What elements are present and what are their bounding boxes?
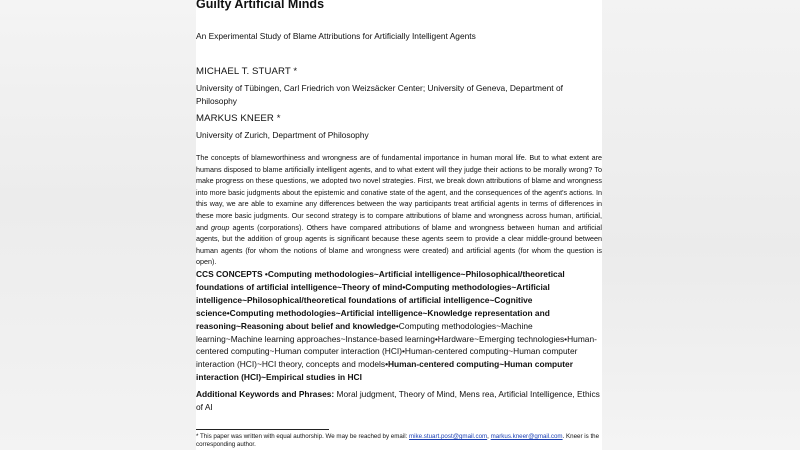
email-link-stuart[interactable]: mike.stuart.post@gmail.com (409, 433, 488, 440)
footnote-text-1: * This paper was written with equal authorship. We may be reached by email: (196, 433, 410, 440)
ccs-concepts-plain: •Computing methodologies~Machine learning~Machine learning approaches~Instance-based learning•Hardware~Emerging technologies•Human-centered computing~Human computer interaction (HCI)•Human-centered computing~Human computer interaction (HCI)~HCI theory, concepts and models (196, 320, 597, 370)
ccs-concept-2: •Computing methodologies~Artificial intelligence~Philosophical/theoretical foundations of artificial intelligence~Cognitive science (196, 281, 550, 318)
author-name-1: MICHAEL T. STUART * (196, 66, 298, 77)
abstract-text-part2: agents (corporations). Others have compared attributions of blame and wrongness between human and artificial agents, but the addition of group agents is significant because these agents seem to provide a clear middle-ground between human agents (for whom the notions of blame and wrongness were created) and artificial agents (for whom the question is open). (196, 222, 602, 267)
footnote-separator: , (487, 433, 491, 440)
author-name-2: MARKUS KNEER * (196, 113, 281, 124)
abstract-text-part1: The concepts of blameworthiness and wrongness are of fundamental importance in human moral life. But to what extent are humans disposed to blame artificially intelligent agents, and to what extent will they judge their actions to be morally wrong? To make progress on these questions, we adopted two novel strategies. First, we break down attributions of blame and wrongness into more basic judgments about the epistemic and conative state of the agent, and the consequences of the agent's actions. In this way, we are able to examine any differences between the way participants treat artificial agents in terms of differences in these more basic judgments. Our second strategy is to compare attributions of blame and wrongness across human, artificial, and (196, 153, 602, 232)
keywords (196, 388, 600, 414)
abstract (196, 152, 602, 268)
background-left (0, 0, 196, 450)
paper-title: Guilty Artificial Minds (196, 0, 325, 11)
abstract-emphasis: group (211, 222, 230, 232)
ccs-concept-4: •Human-centered computing~Human computer interaction (HCI)~Empirical studies in HCI (196, 359, 573, 383)
background-right (602, 0, 800, 450)
keywords-label: Additional Keywords and Phrases: (196, 389, 335, 399)
footnote-text-2: . Kneer is the corresponding author. (196, 433, 600, 449)
ccs-concept-3: •Computing methodologies~Artificial intelligence~Knowledge representation and reasoning~Reasoning about belief and knowledge (196, 307, 550, 331)
email-link-kneer[interactable]: markus.kneer@gmail.com (490, 433, 563, 440)
author-affiliation-1: University of Tübingen, Carl Friedrich von Weizsäcker Center; University of Geneva, Department of Philosophy (196, 83, 563, 106)
footnote-divider (196, 429, 329, 430)
ccs-concepts (196, 268, 600, 384)
ccs-lead: CCS CONCEPTS • (196, 269, 268, 279)
keywords-text: Moral judgment, Theory of Mind, Mens rea, Artificial Intelligence, Ethics of AI (196, 389, 600, 412)
footnote (196, 433, 602, 449)
document-page (196, 0, 602, 450)
author-affiliation-2: University of Zurich, Department of Philosophy (196, 130, 369, 140)
ccs-concept-1: Computing methodologies~Artificial intelligence~Philosophical/theoretical foundations of artificial intelligence~Theory of mind (196, 269, 565, 292)
paper-subtitle: An Experimental Study of Blame Attributions for Artificially Intelligent Agents (196, 31, 476, 41)
